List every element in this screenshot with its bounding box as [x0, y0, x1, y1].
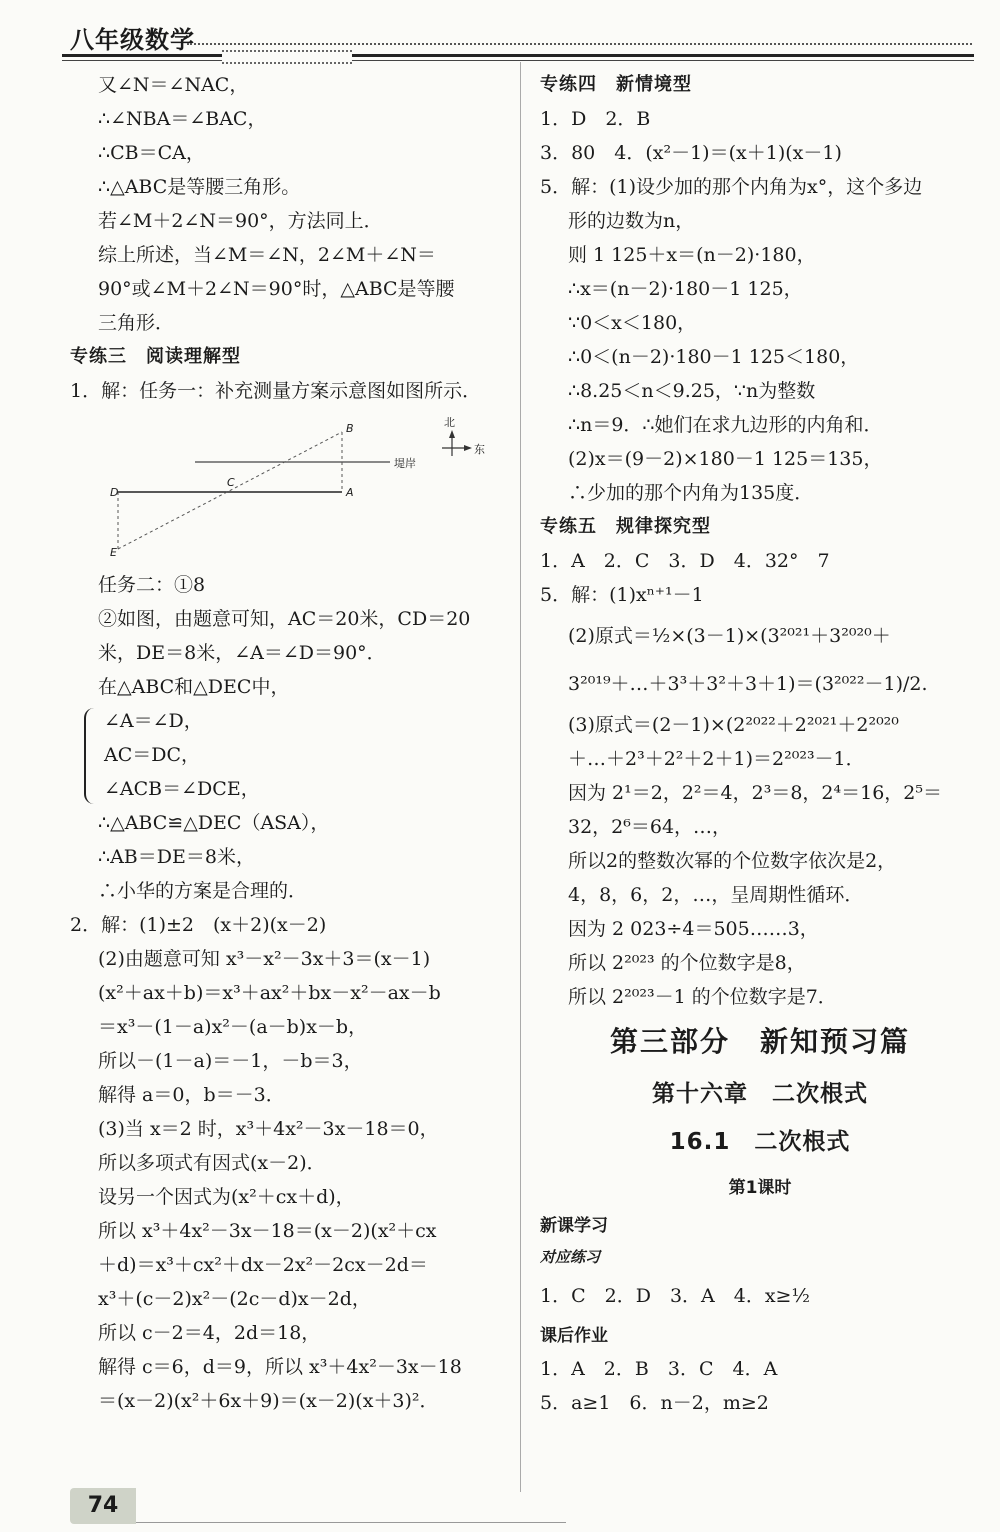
- header-decoration: [222, 50, 352, 64]
- text-line: (2)原式＝½×(3－1)×(3²⁰²¹＋3²⁰²⁰＋: [568, 625, 891, 647]
- brace: [84, 708, 98, 804]
- text-line: 32，2⁶＝64，…，: [568, 816, 732, 838]
- text-line: ∴△ABC≌△DEC（ASA），: [98, 812, 330, 834]
- text-line: ∵0＜x＜180，: [568, 312, 697, 334]
- right-column: [540, 68, 980, 1420]
- text-line: (2)x＝(9－2)×180－1 125＝135，: [568, 448, 883, 470]
- congruence-conditions: [70, 704, 510, 806]
- text-line: ∠A＝∠D，: [104, 710, 203, 732]
- text-line: 又∠N＝∠NAC，: [98, 74, 249, 96]
- segment-eb: [118, 432, 342, 549]
- text-line: 1．D 2．B: [540, 108, 651, 130]
- text-line: ∴x＝(n－2)·180－1 125，: [568, 278, 803, 300]
- header-dotted-rule: [187, 43, 972, 45]
- text-line: 因为 2¹＝2，2²＝4，2³＝8，2⁴＝16，2⁵＝: [568, 782, 943, 804]
- text-line: 3．80 4．(x²－1)＝(x＋1)(x－1): [540, 142, 842, 164]
- text-line: ＝(x－2)(x²＋6x＋9)＝(x－2)(x＋3)²．: [98, 1390, 439, 1412]
- text-line: 90°或∠M＋2∠N＝90°时，△ABC是等腰: [98, 278, 455, 300]
- text-line: ∴8.25＜n＜9.25，∵n为整数: [568, 380, 816, 402]
- compass-east-arrow: [464, 445, 472, 451]
- text-line: 所以 x³＋4x²－3x－18＝(x－2)(x²＋cx: [98, 1220, 437, 1242]
- text-line: (2)由题意可知 x³－x²－3x＋3＝(x－1): [98, 948, 431, 970]
- chapter-title: 第十六章 二次根式: [652, 1081, 868, 1107]
- text-line: ∴0＜(n－2)·180－1 125＜180，: [568, 346, 860, 368]
- column-divider: [520, 62, 521, 1492]
- footer-rule: [136, 1522, 566, 1523]
- text-line: ＋…＋2³＋2²＋2＋1)＝2²⁰²³－1．: [568, 748, 865, 770]
- text-line: ∴CB＝CA，: [98, 142, 205, 164]
- text-line: ∴小华的方案是合理的．: [98, 880, 308, 902]
- header-rule-thin: [62, 60, 974, 61]
- text-line: 任务二：①8: [98, 574, 206, 596]
- text-line: 1．解：任务一：补充测量方案示意图如图所示．: [70, 380, 482, 402]
- section-title: 16.1 二次根式: [669, 1129, 851, 1155]
- point-label-b: B: [346, 422, 354, 435]
- text-line: (x²＋ax＋b)＝x³＋ax²＋bx－x²－ax－b: [98, 982, 441, 1004]
- text-line: 综上所述，当∠M＝∠N，2∠M＋∠N＝: [98, 244, 436, 266]
- left-column: [70, 68, 510, 1418]
- text-line: 所以 2²⁰²³－1 的个位数字是7．: [568, 986, 837, 1008]
- text-line: 所以2的整数次幂的个位数字依次是2，: [568, 850, 897, 872]
- text-line: 形的边数为n，: [568, 210, 695, 232]
- text-line: 1．A 2．B 3．C 4．A: [540, 1358, 778, 1380]
- text-line: 因为 2 023÷4＝505……3，: [568, 918, 819, 940]
- text-line: ∴少加的那个内角为135度．: [568, 482, 814, 504]
- text-line: 设另一个因式为(x²＋cx＋d)，: [98, 1186, 355, 1208]
- homework-heading: 课后作业: [540, 1326, 608, 1346]
- text-line: (3)原式＝(2－1)×(2²⁰²²＋2²⁰²¹＋2²⁰²⁰: [568, 714, 899, 736]
- text-line: x³＋(c－2)x²－(2c－d)x－2d，: [98, 1288, 371, 1310]
- text-line: 在△ABC和△DEC中，: [98, 676, 290, 698]
- text-line: ∴AB＝DE＝8米，: [98, 846, 255, 868]
- point-label-e: E: [110, 546, 117, 559]
- text-line: 5．a≥1 6．n－2，m≥2: [540, 1392, 769, 1414]
- text-line: 所以 2²⁰²³ 的个位数字是8，: [568, 952, 806, 974]
- text-line: ∴∠NBA＝∠BAC，: [98, 108, 267, 130]
- text-line: AC＝DC，: [104, 744, 201, 766]
- text-line: 所以多项式有因式(x－2)．: [98, 1152, 326, 1174]
- text-line: (3)当 x＝2 时，x³＋4x²－3x－18＝0，: [98, 1118, 439, 1140]
- section-heading-4: 专练四 新情境型: [540, 74, 692, 95]
- text-line: ＝x³－(1－a)x²－(a－b)x－b，: [98, 1016, 368, 1038]
- text-line: 则 1 125＋x＝(n－2)·180，: [568, 244, 816, 266]
- bank-label: 堤岸: [394, 457, 416, 470]
- lesson-title: 第1课时: [728, 1178, 792, 1198]
- text-line: 所以 c－2＝4，2d＝18，: [98, 1322, 321, 1344]
- text-line: 5．解：(1)xⁿ⁺¹－1: [540, 584, 704, 606]
- text-line: 三角形．: [98, 312, 175, 334]
- new-study-heading: 新课学习: [540, 1216, 608, 1236]
- page-number: 74: [70, 1488, 136, 1524]
- text-line: 解得 a＝0，b＝－3．: [98, 1084, 285, 1106]
- header-rule: [62, 54, 974, 57]
- text-line: 米，DE＝8米，∠A＝∠D＝90°．: [98, 642, 386, 664]
- text-line: ∴n＝9．∴她们在求九边形的内角和．: [568, 414, 883, 436]
- section-heading-3: 专练三 阅读理解型: [70, 346, 241, 367]
- page-header: [62, 10, 974, 68]
- text-line: 5．解：(1)设少加的那个内角为x°，这个多边: [540, 176, 923, 198]
- text-line: ∠ACB＝∠DCE，: [104, 778, 260, 800]
- point-label-d: D: [110, 486, 119, 499]
- text-line: 1．A 2．C 3．D 4．32° 7: [540, 550, 830, 572]
- measurement-diagram: [70, 414, 510, 564]
- point-label-c: C: [227, 476, 235, 489]
- east-label: 东: [474, 443, 485, 456]
- north-label: 北: [444, 416, 455, 429]
- text-line: 所以－(1－a)＝－1，－b＝3，: [98, 1050, 363, 1072]
- practice-heading: 对应练习: [540, 1248, 601, 1266]
- part-title: 第三部分 新知预习篇: [609, 1025, 910, 1058]
- diagram-svg: [70, 414, 510, 564]
- text-line: 若∠M＋2∠N＝90°，方法同上．: [98, 210, 383, 232]
- text-line: ∴△ABC是等腰三角形。: [98, 176, 301, 198]
- text-line: 4，8，6，2，…，呈周期性循环．: [568, 884, 864, 906]
- text-line: 3²⁰¹⁹＋…＋3³＋3²＋3＋1)＝(3²⁰²²－1)/2.: [568, 673, 928, 695]
- text-line: ＋d)＝x³＋cx²＋dx－2x²－2cx－2d＝: [98, 1254, 428, 1276]
- text-line: ②如图，由题意可知，AC＝20米，CD＝20: [98, 608, 471, 630]
- text-line: 1．C 2．D 3．A 4．x≥½: [540, 1285, 810, 1307]
- point-label-a: A: [346, 486, 354, 499]
- section-heading-5: 专练五 规律探究型: [540, 516, 711, 537]
- text-line: 解得 c＝6，d＝9，所以 x³＋4x²－3x－18: [98, 1356, 462, 1378]
- compass-north-arrow: [449, 430, 455, 438]
- text-line: 2．解：(1)±2 (x＋2)(x－2): [70, 914, 327, 936]
- header-title: 八年级数学: [70, 26, 195, 54]
